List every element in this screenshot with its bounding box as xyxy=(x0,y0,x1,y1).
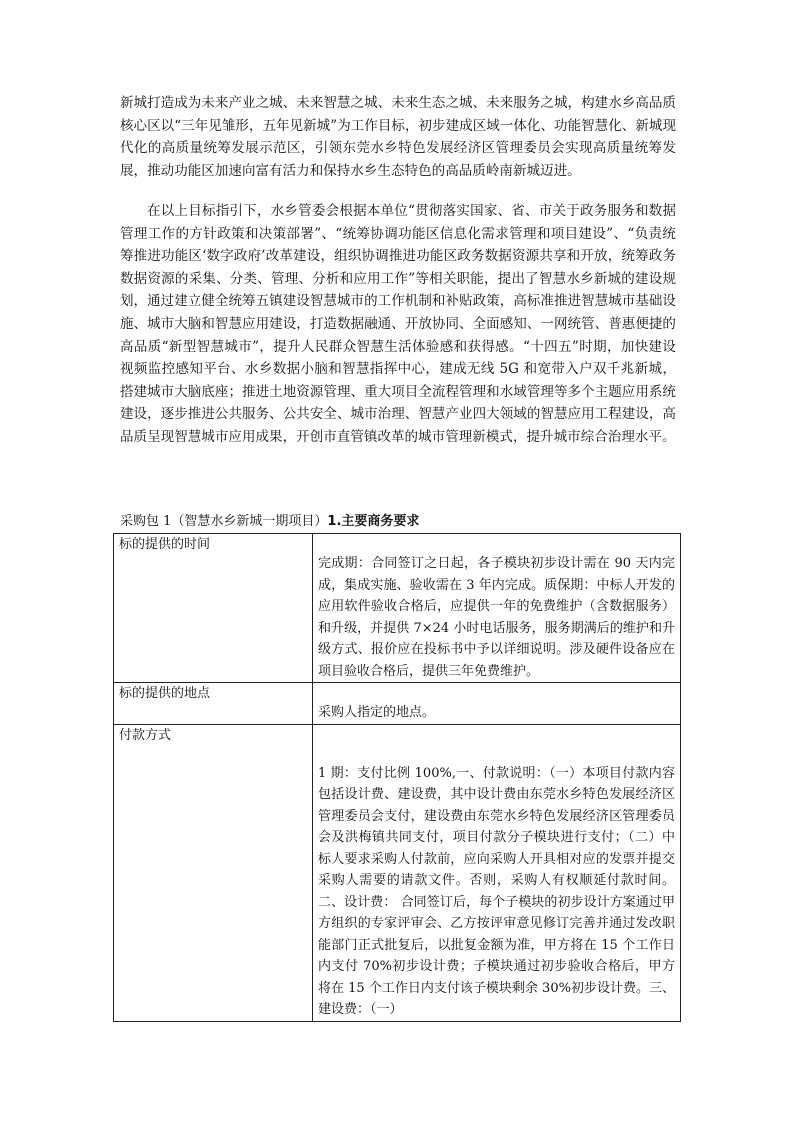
row-value-cell xyxy=(313,724,681,1021)
row-label: 标的提供的地点 xyxy=(114,683,313,725)
row-value-cell xyxy=(313,683,681,725)
row-label: 付款方式 xyxy=(114,724,313,1021)
table-row xyxy=(114,724,681,1021)
cell-spacer xyxy=(318,725,675,763)
cell-spacer xyxy=(318,683,675,702)
intro-paragraph-2: 在以上目标指引下，水乡管委会根据本单位“贯彻落实国家、省、市关于政务服务和数据管理工作的方针政策和决策部署”、“统筹协调功能区信息化需求管理和项目建设”、“负责统筹推进功能区‘数字政府’改革建设，组织协调推进功能区政务数据资源共享和开放，统筹政务数据资源的采集、分类、管理、分析和应用工作”等相关职能，提出了智慧水乡新城的建设规划，通过建立健全统筹五镇建设智慧城市的工作机制和补贴政策，高标准推进智慧城市基础设施、城市大脑和智慧应用建设，打造数据融通、开放协同、全面感知、一网统管、普惠便捷的高品质“新型智慧城市”，提升人民群众智慧生活体验感和获得感。“十四五”时期，加快建设视频监控感知平台、水乡数据小脑和智慧指挥中心，建成无线 5G 和宽带入户双千兆新城，搭建城市大脑底座；推进土地资源管理、重大项目全流程管理和水域管理等多个主题应用系统建设，逐步推进公共服务、公共安全、城市治理、智慧产业四大领域的智慧应用工程建设，高品质呈现智慧城市应用成果，开创市直管镇改革的城市管理新模式，提升城市综合治理水平。 xyxy=(120,203,676,445)
row-value-cell xyxy=(313,534,681,683)
row-value: 采购人指定的地点。 xyxy=(318,705,436,720)
caption-heading: 1.主要商务要求 xyxy=(327,514,420,529)
table-caption xyxy=(120,512,419,532)
caption-prefix: 采购包 1（智慧水乡新城一期项目） xyxy=(120,514,328,529)
intro-paragraph-1: 新城打造成为未来产业之城、未来智慧之城、未来生态之城、未来服务之城，构建水乡高品质核心区以“三年见雏形，五年见新城”为工作目标，初步建成区域一体化、功能智慧化、新城现代化的高质量统筹发展示范区，引领东莞水乡特色发展经济区管理委员会实现高质量统筹发展，推动功能区加速向富有活力和保持水乡生态特色的高品质岭南新城迈进。 xyxy=(120,95,676,179)
table-row xyxy=(114,534,681,683)
business-requirements-table xyxy=(113,533,681,1022)
table-row xyxy=(114,683,681,725)
row-value: 完成期：合同签订之日起，各子模块初步设计需在 90 天内完成，集成实施、验收需在 3 年内完成。质保期：中标人开发的应用软件验收合格后，应提供一年的免费维护（含数据服务）和升级，并提供 7×24 小时电话服务，服务期满后的维护和升级方式、报价应在投标书中予以详细说明。涉及硬件设备应在项目验收合格后，提供三年免费维护。 xyxy=(318,556,675,679)
cell-spacer xyxy=(318,534,675,553)
row-label: 标的提供的时间 xyxy=(114,534,313,683)
row-value: 1 期：支付比例 100%,一、付款说明：（一）本项目付款内容包括设计费、建设费，其中设计费由东莞水乡特色发展经济区管理委员会支付，建设费由东莞水乡特色发展经济区管理委员会及洪梅镇共同支付，项目付款分子模块进行支付；（二）中标人要求采购人付款前，应向采购人开具相对应的发票并提交采购人需要的请款文件。否则，采购人有权顺延付款时间。 二、设计费： 合同签订后，每个子模块的初步设计方案通过甲方组织的专家评审会、乙方按评审意见修订完善并通过发改职能部门正式批复后，以批复金额为准，甲方将在 15 个工作日内支付 70%初步设计费；子模块通过初步验收合格后，甲方将在 15 个工作日内支付该子模块剩余 30%初步设计费。三、建设费：（一） xyxy=(318,765,675,1017)
